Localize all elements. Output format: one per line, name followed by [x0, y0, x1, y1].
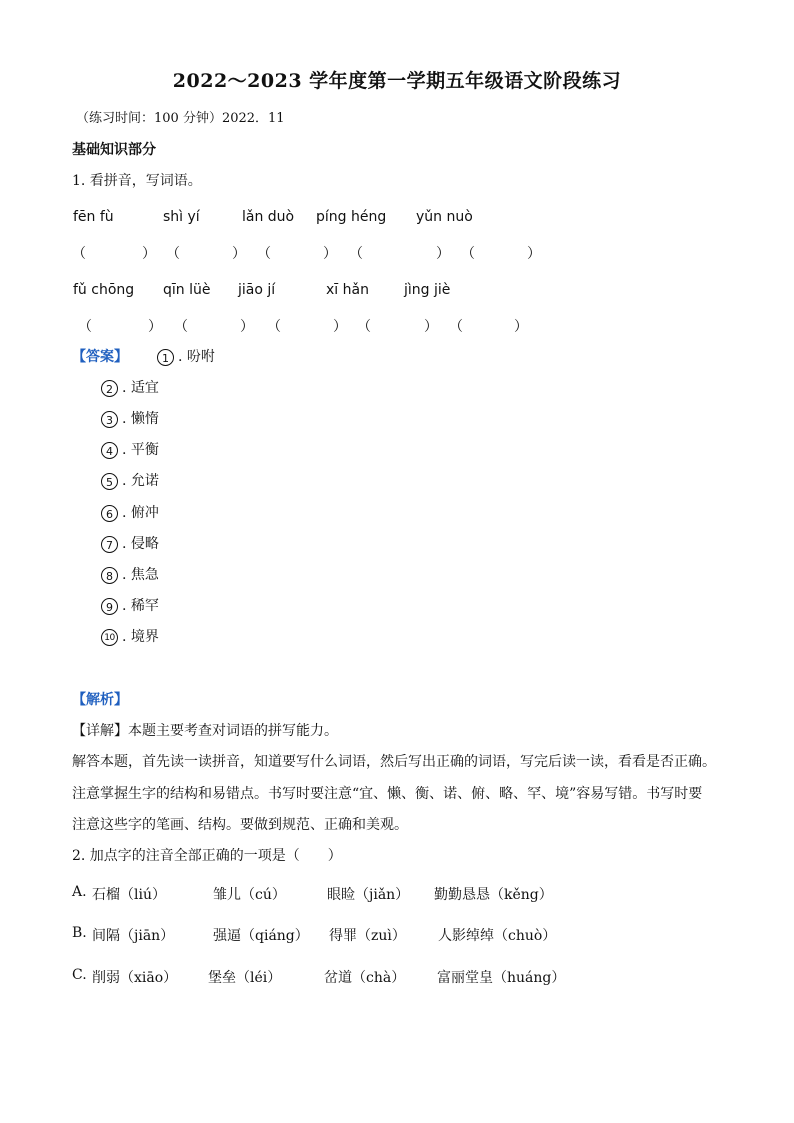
answer-text: . 允诺: [122, 473, 159, 489]
blank-open-paren: （: [349, 246, 363, 262]
option-word: 强逼（qiáng）: [213, 928, 309, 944]
pinyin-word: xī hǎn: [326, 282, 369, 298]
answer-number-badge: 1: [157, 349, 174, 366]
answer-number-badge: 2: [101, 380, 118, 397]
question-2-stem: 2. 加点字的注音全部正确的一项是（ ）: [72, 848, 342, 864]
blank-open-paren: （: [267, 319, 281, 335]
section-title: 基础知识部分: [72, 142, 156, 158]
option-word: 削弱（xiāo）: [92, 970, 178, 986]
analysis-detail: 【详解】本题主要考查对词语的拼写能力。: [72, 723, 338, 739]
answer-number-badge: 4: [101, 442, 118, 459]
blank-open-paren: （: [72, 246, 86, 262]
answer-blanks-row-1: [72, 243, 752, 263]
blank-close-paren: ）: [232, 246, 246, 262]
option-label: B.: [72, 925, 87, 941]
option-word: 勤勤恳恳（kěng）: [434, 887, 553, 903]
answer-item: [101, 627, 159, 647]
exam-time-note: （练习时间：100 分钟）2022．11: [76, 111, 285, 126]
blank-open-paren: （: [78, 319, 92, 335]
pinyin-word: jiāo jí: [238, 282, 276, 298]
option-word: 富丽堂皇（huáng）: [437, 970, 566, 986]
answer-text: . 吩咐: [178, 349, 215, 365]
answer-item: [157, 347, 215, 367]
option-word: 雏儿（cú）: [213, 887, 286, 903]
answer-text: . 侵略: [122, 536, 159, 552]
option-b-row: [72, 925, 752, 945]
option-word: 堡垒（léi）: [208, 970, 282, 986]
pinyin-word: fǔ chōng: [73, 282, 135, 298]
answer-item: [101, 565, 159, 585]
answer-number-badge: 9: [101, 598, 118, 615]
blank-open-paren: （: [357, 319, 371, 335]
answer-number-badge: 3: [101, 411, 118, 428]
analysis-text-line: 注意掌握生字的结构和易错点。书写时要注意“宜、懒、衡、诺、俯、略、罕、境”容易写错。书写时要: [72, 786, 703, 802]
pinyin-word: qīn lüè: [163, 282, 211, 298]
answer-item: [101, 409, 159, 429]
page-title: 2022～2023 学年度第一学期五年级语文阶段练习: [172, 70, 622, 92]
option-word: 得罪（zuì）: [329, 928, 406, 944]
answer-blanks-row-2: [72, 316, 752, 336]
pinyin-word: píng héng: [316, 209, 387, 225]
answer-item: [101, 440, 159, 460]
option-word: 岔道（chà）: [324, 970, 406, 986]
answer-text: . 平衡: [122, 442, 159, 458]
pinyin-row-1: [72, 209, 752, 229]
pinyin-word: jìng jiè: [404, 282, 451, 298]
blank-close-paren: ）: [424, 319, 438, 335]
answer-label: 【答案】: [72, 349, 128, 365]
blank-open-paren: （: [166, 246, 180, 262]
blank-close-paren: ）: [240, 319, 254, 335]
pinyin-word: lǎn duò: [242, 209, 295, 225]
blank-close-paren: ）: [148, 319, 162, 335]
option-word: 眼睑（jiǎn）: [327, 887, 410, 903]
pinyin-word: shì yí: [163, 209, 200, 225]
blank-close-paren: ）: [527, 246, 541, 262]
blank-close-paren: ）: [333, 319, 347, 335]
answer-text: . 俯冲: [122, 505, 159, 521]
answer-number-badge: 6: [101, 505, 118, 522]
option-c-row: [72, 967, 752, 987]
blank-close-paren: ）: [323, 246, 337, 262]
blank-open-paren: （: [461, 246, 475, 262]
option-a-row: [72, 884, 752, 904]
option-word: 石榴（liú）: [92, 887, 166, 903]
pinyin-row-2: [72, 282, 752, 302]
option-label: A.: [72, 884, 87, 900]
analysis-text-line: 注意这些字的笔画、结构。要做到规范、正确和美观。: [72, 817, 408, 833]
answer-number-badge: 8: [101, 567, 118, 584]
blank-close-paren: ）: [514, 319, 528, 335]
option-word: 间隔（jiān）: [92, 928, 175, 944]
pinyin-word: fēn fù: [73, 209, 114, 225]
answer-text: . 懒惰: [122, 411, 159, 427]
blank-close-paren: ）: [436, 246, 450, 262]
answer-item: [101, 471, 159, 491]
answer-item: [101, 503, 159, 523]
answer-number-badge: 7: [101, 536, 118, 553]
analysis-text-line: 解答本题，首先读一读拼音，知道要写什么词语，然后写出正确的词语，写完后读一读，看看是否正确。: [72, 754, 716, 770]
blank-close-paren: ）: [142, 246, 156, 262]
blank-open-paren: （: [257, 246, 271, 262]
answer-text: . 焦急: [122, 567, 159, 583]
pinyin-word: yǔn nuò: [416, 209, 473, 225]
answer-number-badge: 10: [101, 629, 118, 646]
question-1-stem: 1. 看拼音，写词语。: [72, 173, 202, 189]
option-label: C.: [72, 967, 87, 983]
answer-text: . 适宜: [122, 380, 159, 396]
answer-number-badge: 5: [101, 473, 118, 490]
answer-item: [101, 378, 159, 398]
option-word: 人影绰绰（chuò）: [438, 928, 557, 944]
analysis-label: 【解析】: [72, 692, 128, 708]
blank-open-paren: （: [174, 319, 188, 335]
blank-open-paren: （: [449, 319, 463, 335]
answer-item: [101, 596, 159, 616]
answer-text: . 稀罕: [122, 598, 159, 614]
answer-text: . 境界: [122, 629, 159, 645]
answer-item: [101, 534, 159, 554]
